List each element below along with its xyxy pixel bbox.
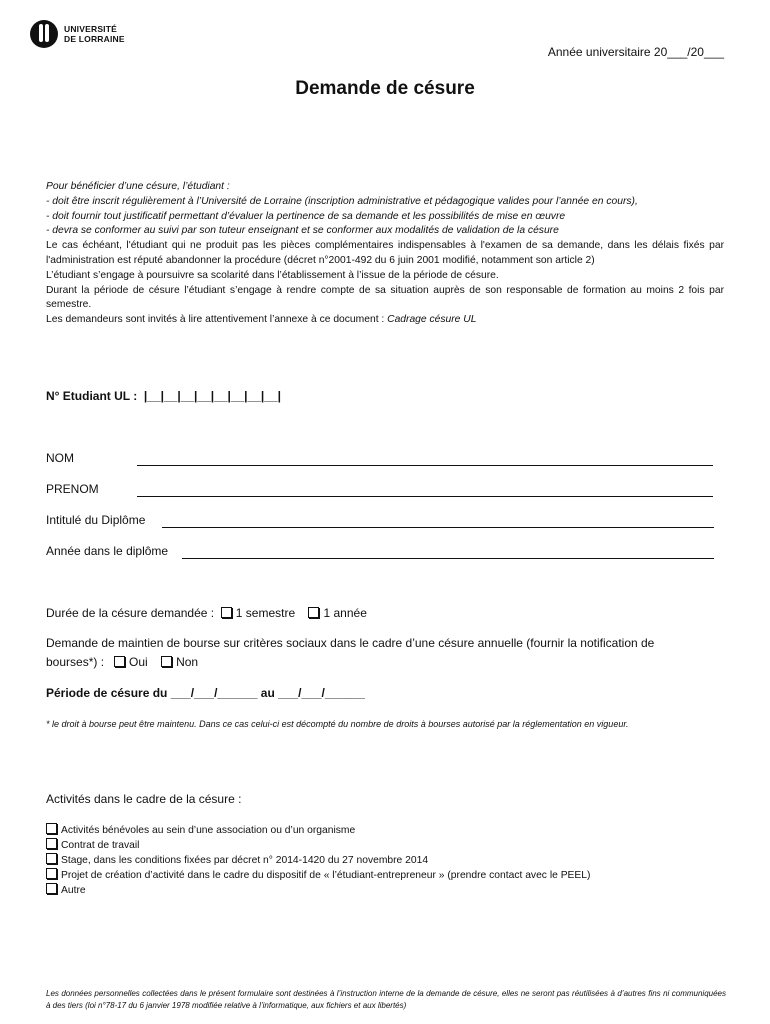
oui-label: Oui <box>129 655 148 669</box>
activite-item[interactable]: Stage, dans les conditions fixées par décret n° 2014-1420 du 27 novembre 2014 <box>46 853 590 868</box>
annee-field[interactable] <box>182 558 714 559</box>
semestre-label: 1 semestre <box>235 606 296 620</box>
activite-checkbox[interactable] <box>46 853 57 864</box>
university-logo <box>30 20 130 50</box>
footer-legal: Les données personnelles collectées dans le présent formulaire sont destinées à l’instruction interne de la demande de césure, elles ne seront pas réutilisées à d’autres fins ni communiquées à des tiers (loi n°78-17 du 6 janvier 1978 modifiée relative à l’informatique, aux fichiers et aux libertés) <box>46 989 726 1010</box>
bourse-line1: Demande de maintien de bourse sur critères sociaux dans le cadre d’une césure annuelle (fournir la notification de <box>46 636 655 650</box>
activites-title: Activités dans le cadre de la césure : <box>46 792 242 806</box>
page-title: Demande de césure <box>295 78 475 99</box>
intro-italic-3: - devra se conformer au suivi par son tuteur enseignant et se conformer aux modalités de validation de la césure <box>46 225 559 237</box>
activite-checkbox[interactable] <box>46 883 57 894</box>
duree-row <box>46 606 367 620</box>
duree-label: Durée de la césure demandée : <box>46 606 215 620</box>
student-number-row[interactable] <box>46 389 281 403</box>
activite-item[interactable]: Contrat de travail <box>46 838 590 853</box>
intro-text <box>46 180 724 328</box>
intro-italic-1: - doit être inscrit régulièrement à l’Université de Lorraine (inscription administrative et pédagogique valides pour l’année en cours), <box>46 195 638 207</box>
non-label: Non <box>176 655 199 669</box>
diplome-label: Intitulé du Diplôme <box>46 513 146 527</box>
intro-paragraph-0: Le cas échéant, l'étudiant qui ne produit pas les pièces complémentaires indispensables à l'examen de sa demande, dans les délais fixés par l'administration est réputé abandonner la procédure (décret n°2001-492 du 6 juin 2001 modifié, notamment son article 2) <box>46 240 724 266</box>
periode-row[interactable]: Période de césure du ___/___/______ au ___/___/______ <box>46 686 365 700</box>
intro-italic-0: Pour bénéficier d’une césure, l’étudiant : <box>46 181 230 192</box>
activites-list <box>46 823 590 898</box>
activite-checkbox[interactable] <box>46 838 57 849</box>
intro-annexe: Les demandeurs sont invités à lire attentivement l’annexe à ce document : Cadrage césure UL <box>46 314 477 326</box>
intro-italic-2: - doit fournir tout justificatif permettant d’évaluer la pertinence de sa demande et les possibilités de mise en œuvre <box>46 210 566 222</box>
activite-item[interactable]: Projet de création d’activité dans le cadre du dispositif de « l’étudiant-entrepreneur » (prendre contact avec le PEEL) <box>46 868 590 883</box>
activite-item[interactable]: Autre <box>46 883 590 898</box>
intro-paragraph-2: Durant la période de césure l’étudiant s’engage à rendre compte de sa situation auprès de son responsable de formation au moins 2 fois par semestre. <box>46 284 724 311</box>
oui-checkbox[interactable] <box>114 656 125 667</box>
bourse-row <box>46 655 198 669</box>
non-checkbox[interactable] <box>161 656 172 667</box>
prenom-field[interactable] <box>137 496 713 497</box>
bourse-label: bourses*) : <box>46 655 105 669</box>
activite-item[interactable]: Activités bénévoles au sein d’une association ou d’un organisme <box>46 823 590 838</box>
nom-field[interactable] <box>137 465 713 466</box>
annee-checkbox[interactable] <box>308 607 319 618</box>
student-number-boxes[interactable]: |__|__|__|__|__|__|__|__| <box>143 389 281 403</box>
bourse-note: * le droit à bourse peut être maintenu. Dans ce cas celui-ci est décompté du nombre de droits à bourses autorisé par la réglementation en vigueur. <box>46 719 629 729</box>
semestre-checkbox[interactable] <box>221 607 232 618</box>
nom-label: NOM <box>46 451 74 465</box>
activite-checkbox[interactable] <box>46 868 57 879</box>
annee-label: Année dans le diplôme <box>46 544 169 558</box>
diplome-field[interactable] <box>162 527 714 528</box>
academic-year: Année universitaire 20___/20___ <box>547 45 724 59</box>
activite-checkbox[interactable] <box>46 823 57 834</box>
logo-mark-icon <box>30 20 58 48</box>
annexe-link: Cadrage césure UL <box>387 314 477 326</box>
annee-option-label: 1 année <box>323 606 367 620</box>
intro-paragraph-1: L’étudiant s’engage à poursuivre sa scolarité dans l’établissement à l’issue de la période de césure. <box>46 269 499 281</box>
student-number-label: N° Etudiant UL : <box>46 389 138 403</box>
prenom-label: PRENOM <box>46 482 99 496</box>
logo-text: UNIVERSITÉ DE LORRAINE <box>64 24 125 44</box>
